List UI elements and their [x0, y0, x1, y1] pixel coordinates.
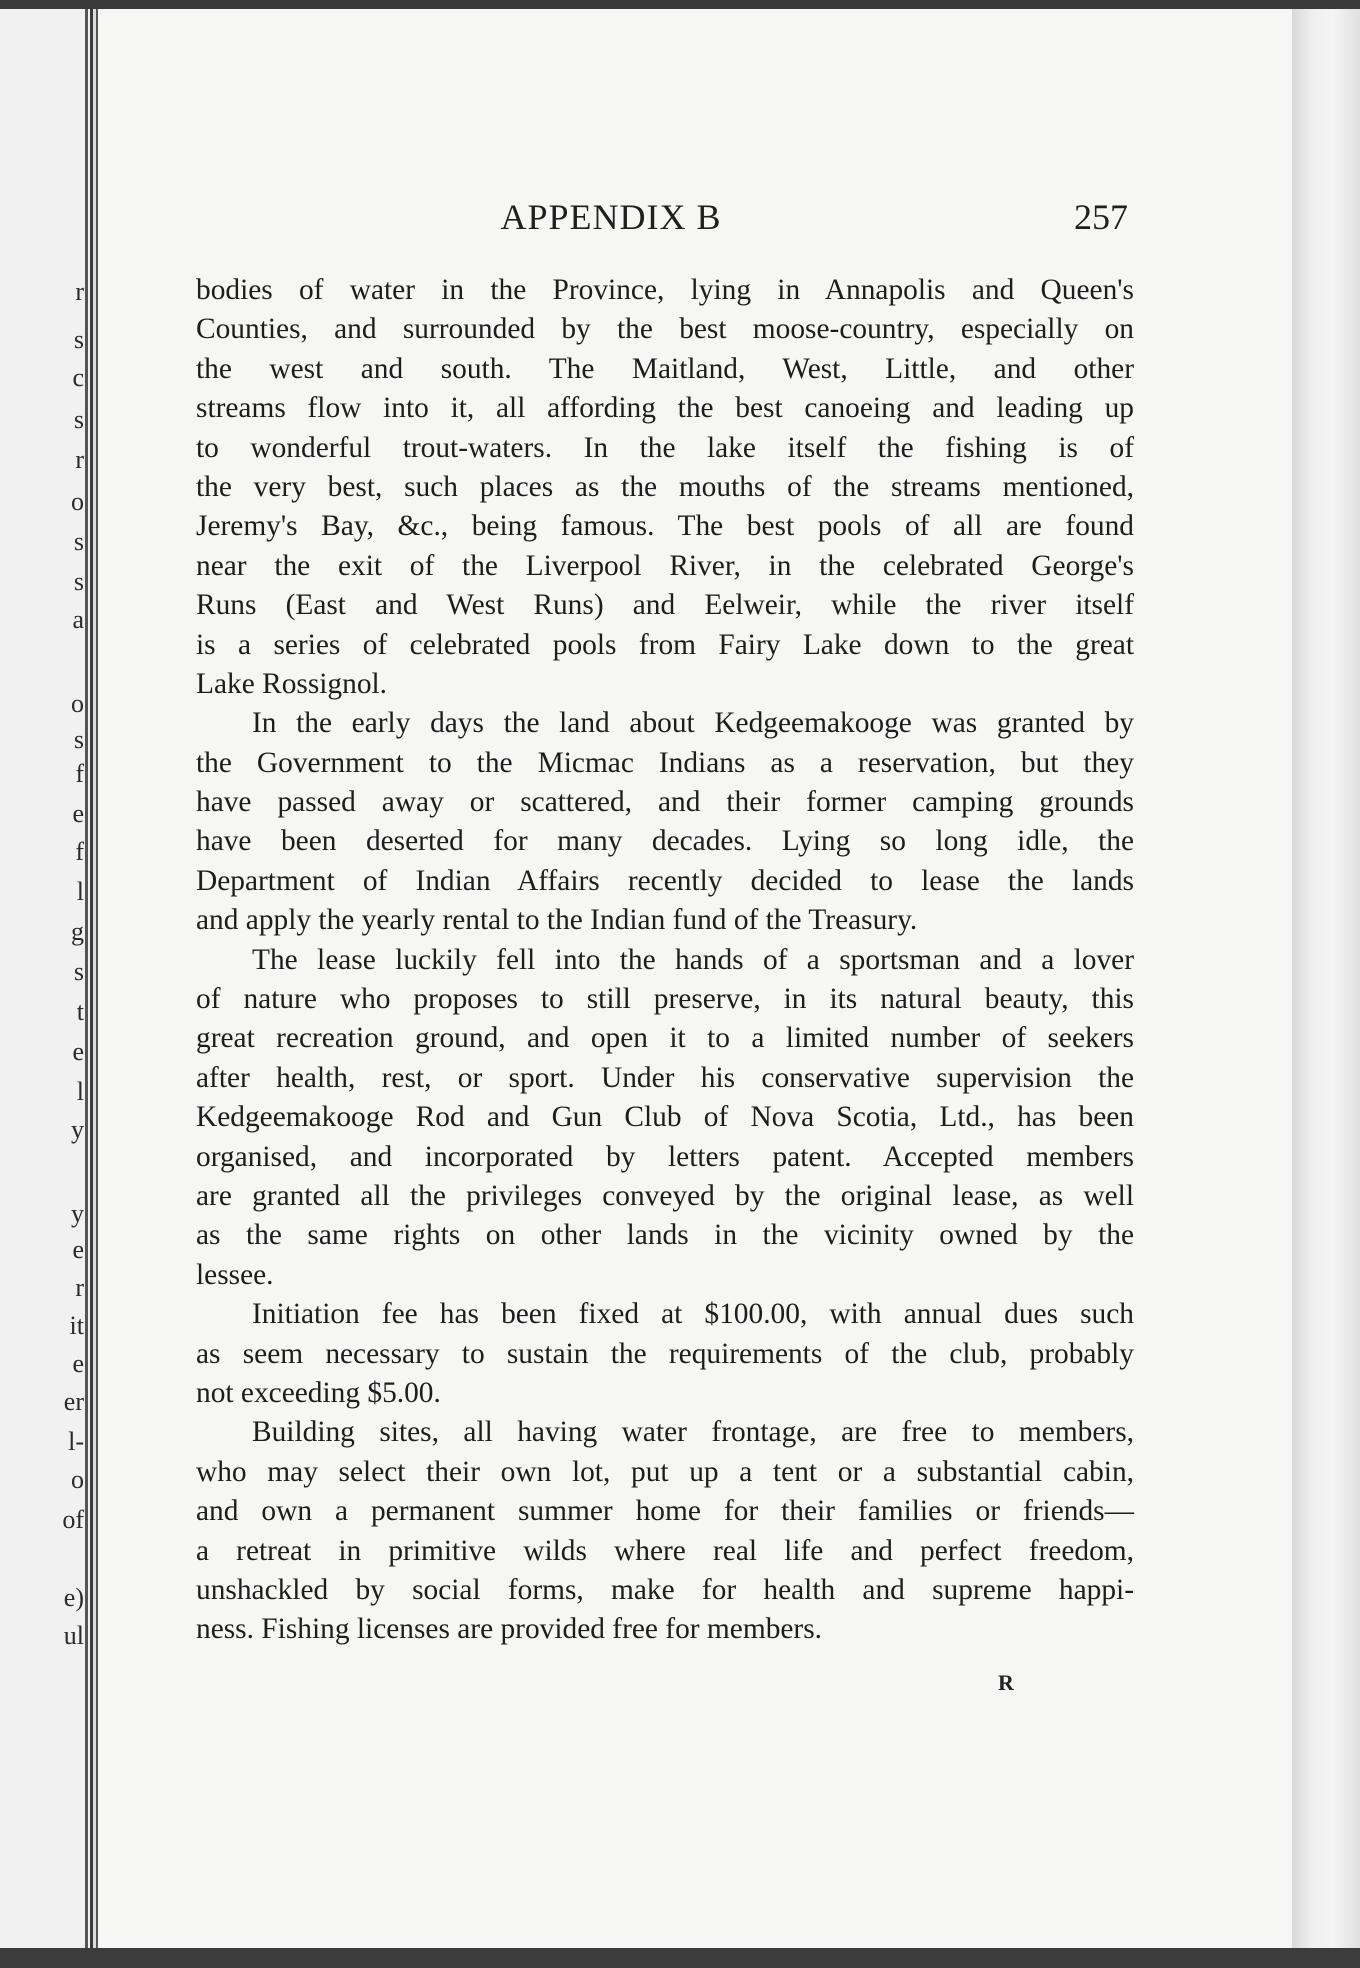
text-line: Kedgeemakooge Rod and Gun Club of Nova Scotia, Ltd., has been: [196, 1101, 1134, 1134]
text-line: Building sites, all having water frontage, are free to members,: [252, 1416, 1134, 1449]
text-line: near the exit of the Liverpool River, in the celebrated George's: [196, 549, 1134, 582]
text-line: Jeremy's Bay, &c., being famous. The best pools of all are found: [196, 510, 1134, 543]
text-line: In the early days the land about Kedgeemakooge was granted by: [252, 707, 1134, 740]
text-line: organised, and incorporated by letters patent. Accepted members: [196, 1140, 1134, 1173]
text-line: lessee.: [196, 1258, 274, 1291]
left-margin-fragment: r: [75, 1273, 84, 1302]
text-line: are granted all the privileges conveyed by the original lease, as well: [196, 1179, 1134, 1212]
text-line: bodies of water in the Province, lying in Annapolis and Queen's: [196, 274, 1134, 306]
scan-top-edge: [0, 0, 1360, 9]
left-margin-fragment: r: [75, 277, 84, 306]
left-margin-fragment: s: [73, 325, 84, 354]
text-line: who may select their own lot, put up a tent or a substantial cabin,: [196, 1455, 1134, 1488]
left-margin-fragment: r: [75, 445, 84, 474]
left-margin-fragment: e: [72, 1037, 84, 1066]
signature-mark: R: [998, 1670, 1014, 1695]
left-margin-fragment: e: [72, 1235, 84, 1264]
left-margin-fragment: of: [62, 1505, 84, 1534]
left-margin-fragment: s: [73, 405, 84, 434]
text-line: is a series of celebrated pools from Fairy Lake down to the great: [196, 628, 1134, 661]
left-margin-fragment: s: [73, 567, 84, 596]
text-line: have been deserted for many decades. Lying so long idle, the: [196, 825, 1134, 858]
left-margin-fragment: s: [73, 957, 84, 986]
paragraph: [196, 941, 1134, 1296]
paragraph: [196, 1413, 1134, 1649]
paragraph: [196, 1295, 1134, 1413]
left-margin-fragment: l: [76, 877, 84, 906]
left-margin-fragment: c: [72, 363, 84, 392]
text-line: The lease luckily fell into the hands of a sportsman and a lover: [252, 943, 1134, 976]
text-line: of nature who proposes to still preserve, in its natural beauty, this: [196, 983, 1134, 1016]
text-line: great recreation ground, and open it to a limited number of seekers: [196, 1022, 1134, 1055]
left-margin-fragment: o: [71, 1465, 84, 1494]
page-number: 257: [1074, 197, 1128, 237]
text-line: Department of Indian Affairs recently decided to lease the lands: [196, 864, 1134, 897]
text-line: the very best, such places as the mouths of the streams mentioned,: [196, 470, 1134, 503]
left-margin-fragment: g: [71, 917, 84, 946]
left-margin-fragment: er: [63, 1387, 84, 1416]
left-margin-fragment: ul: [63, 1621, 84, 1650]
text-line: have passed away or scattered, and their former camping grounds: [196, 786, 1134, 819]
text-line: unshackled by social forms, make for health and supreme happi-: [196, 1573, 1134, 1606]
left-margin-fragment: o: [71, 689, 84, 718]
left-margin-fragment: a: [72, 605, 84, 634]
text-line: Lake Rossignol.: [196, 667, 388, 700]
page-edge-shadow: [1292, 9, 1360, 1948]
text-line: the west and south. The Maitland, West, Little, and other: [196, 352, 1134, 385]
left-margin-fragment: y: [71, 1199, 84, 1228]
text-line: Counties, and surrounded by the best moose-country, especially on: [196, 313, 1134, 346]
running-head: APPENDIX B: [500, 197, 722, 237]
left-page-fragment: [0, 9, 93, 1948]
text-line: Runs (East and West Runs) and Eelweir, while the river itself: [196, 589, 1134, 622]
text-line: after health, rest, or sport. Under his conservative supervision the: [196, 1061, 1134, 1094]
left-margin-fragment: s: [73, 527, 84, 556]
text-line: as the same rights on other lands in the vicinity owned by the: [196, 1219, 1134, 1252]
text-line: Initiation fee has been fixed at $100.00, with annual dues such: [252, 1298, 1134, 1331]
left-margin-fragment: e: [72, 799, 84, 828]
left-margin-fragment: l: [76, 1077, 84, 1106]
left-margin-fragment: t: [76, 997, 84, 1026]
left-margin-fragment: e: [72, 1349, 84, 1378]
page-header: [96, 196, 1126, 246]
left-margin-fragment: y: [71, 1115, 84, 1144]
left-margin-fragment: it: [69, 1311, 84, 1340]
scan-bottom-edge: [0, 1948, 1360, 1968]
left-margin-fragment: f: [75, 759, 84, 788]
text-line: streams flow into it, all affording the best canoeing and leading up: [196, 392, 1134, 425]
paragraph: [196, 271, 1134, 704]
left-margin-fragment: e): [63, 1583, 84, 1612]
text-line: a retreat in primitive wilds where real life and perfect freedom,: [196, 1534, 1134, 1567]
text-line: not exceeding $5.00.: [196, 1376, 441, 1409]
text-line: and own a permanent summer home for their families or friends—: [196, 1495, 1134, 1528]
body-text: [196, 271, 1134, 1650]
paragraph: [196, 704, 1134, 940]
text-line: to wonderful trout-waters. In the lake itself the fishing is of: [196, 431, 1134, 464]
text-line: as seem necessary to sustain the requirements of the club, probably: [196, 1337, 1134, 1370]
left-margin-fragment: s: [73, 725, 84, 754]
left-margin-fragment: f: [75, 837, 84, 866]
left-page-cut-text: [0, 259, 86, 1659]
text-line: the Government to the Micmac Indians as a reservation, but they: [196, 746, 1134, 779]
text-line: and apply the yearly rental to the Indian fund of the Treasury.: [196, 904, 918, 937]
text-line: ness. Fishing licenses are provided free for members.: [196, 1613, 823, 1646]
left-margin-fragment: o: [71, 487, 84, 516]
left-margin-fragment: l-: [68, 1427, 84, 1456]
